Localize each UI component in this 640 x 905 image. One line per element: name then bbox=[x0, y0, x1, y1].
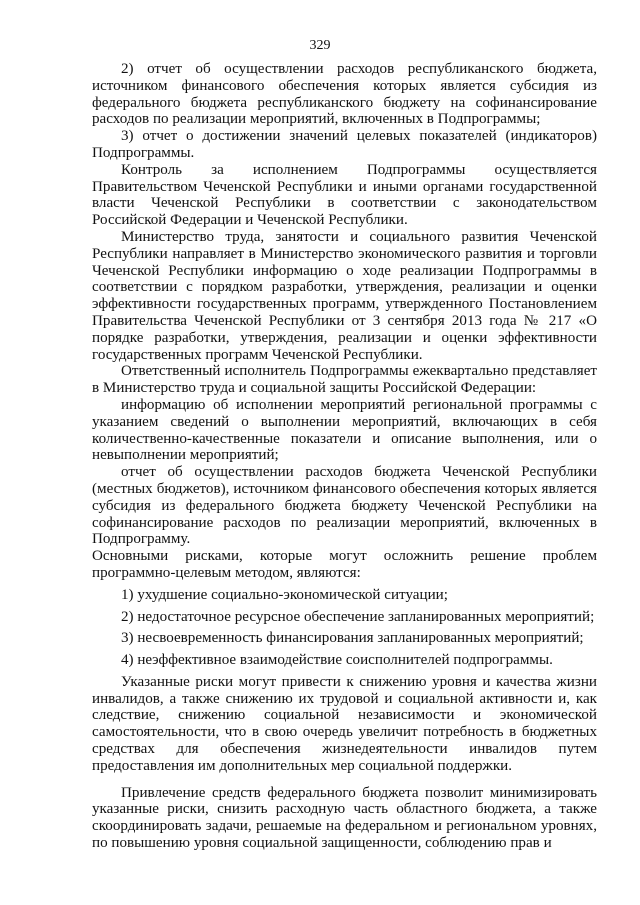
paragraph-budget-report: отчет об осуществлении расходов бюджета Чеченской Республики (местных бюджетов), источником финансового обеспечения которых является субсидия из федерального бюджета бюджету Чеченской Республики на софинансирование расходов по реализации мероприятий, включенных в Подпрограмму. bbox=[92, 464, 597, 548]
document-body bbox=[92, 61, 597, 852]
paragraph-ministry-info: Министерство труда, занятости и социального развития Чеченской Республики направляет в Министерство экономического развития и торговли Чеченской Республики информацию о ходе реализации Подпрограммы в соответствии с порядком разработки, утверждения, реализации и оценки эффективности государственных программ, утвержденного Постановлением Правительства Чеченской Республики от 3 сентября 2013 года № 217 «О порядке разработки, утверждения, реализации и оценки эффективности государственных программ Чеченской Республики. bbox=[92, 228, 597, 363]
paragraph-report-indicators: 3) отчет о достижении значений целевых показателей (индикаторов) Подпрограммы. bbox=[92, 128, 597, 161]
paragraph-federal-funds: Привлечение средств федерального бюджета позволит минимизировать указанные риски, снизить расходную часть областного бюджета, а также скоординировать задачи, решаемые на федеральном и региональном уровнях, по повышению уровня социальной защищенности, соблюдению прав и bbox=[92, 784, 597, 852]
list-item-risk-3: 3) несвоевременность финансирования запланированных мероприятий; bbox=[121, 630, 584, 647]
paragraph-risk-consequences: Указанные риски могут привести к снижению уровня и качества жизни инвалидов, а также снижению их трудовой и социальной активности и, как следствие, снижению социальной независимости и экономической самостоятельности, что в свою очередь увеличит потребность в бюджетных средствах для обеспечения жизнедеятельности инвалидов путем предоставления им дополнительных мер социальной поддержки. bbox=[92, 673, 597, 774]
page-number: 329 bbox=[309, 38, 331, 53]
list-item-risk-2: 2) недостаточное ресурсное обеспечение запланированных мероприятий; bbox=[121, 608, 595, 625]
paragraph-info-measures: информацию об исполнении мероприятий региональной программы с указанием сведений о выполнении мероприятий, включающих в себя количественно-качественные показатели и описание выполнения, или о невыполнении мероприятий; bbox=[92, 396, 597, 464]
paragraph-quarterly-report: Ответственный исполнитель Подпрограммы ежеквартально представляет в Министерство труда и социальной защиты Российской Федерации: bbox=[92, 363, 597, 397]
list-item-risk-4: 4) неэффективное взаимодействие соисполнителей подпрограммы. bbox=[121, 652, 553, 669]
paragraph-control: Контроль за исполнением Подпрограммы осуществляется Правительством Чеченской Республики и иными органами государственной власти Чеченской Республики в соответствии с законодательством Российской Федерации и Чеченской Республики. bbox=[92, 161, 597, 229]
paragraph-report-expenses: 2) отчет об осуществлении расходов республиканского бюджета, источником финансового обеспечения которых является субсидия из федерального бюджета республиканского бюджету на софинансирование расходов по реализации мероприятий, включенных в Подпрограммы; bbox=[92, 61, 597, 128]
list-item-risk-1: 1) ухудшение социально-экономической ситуации; bbox=[121, 586, 448, 603]
paragraph-main-risks: Основными рисками, которые могут осложнить решение проблем программно-целевым методом, являются: bbox=[92, 548, 597, 581]
